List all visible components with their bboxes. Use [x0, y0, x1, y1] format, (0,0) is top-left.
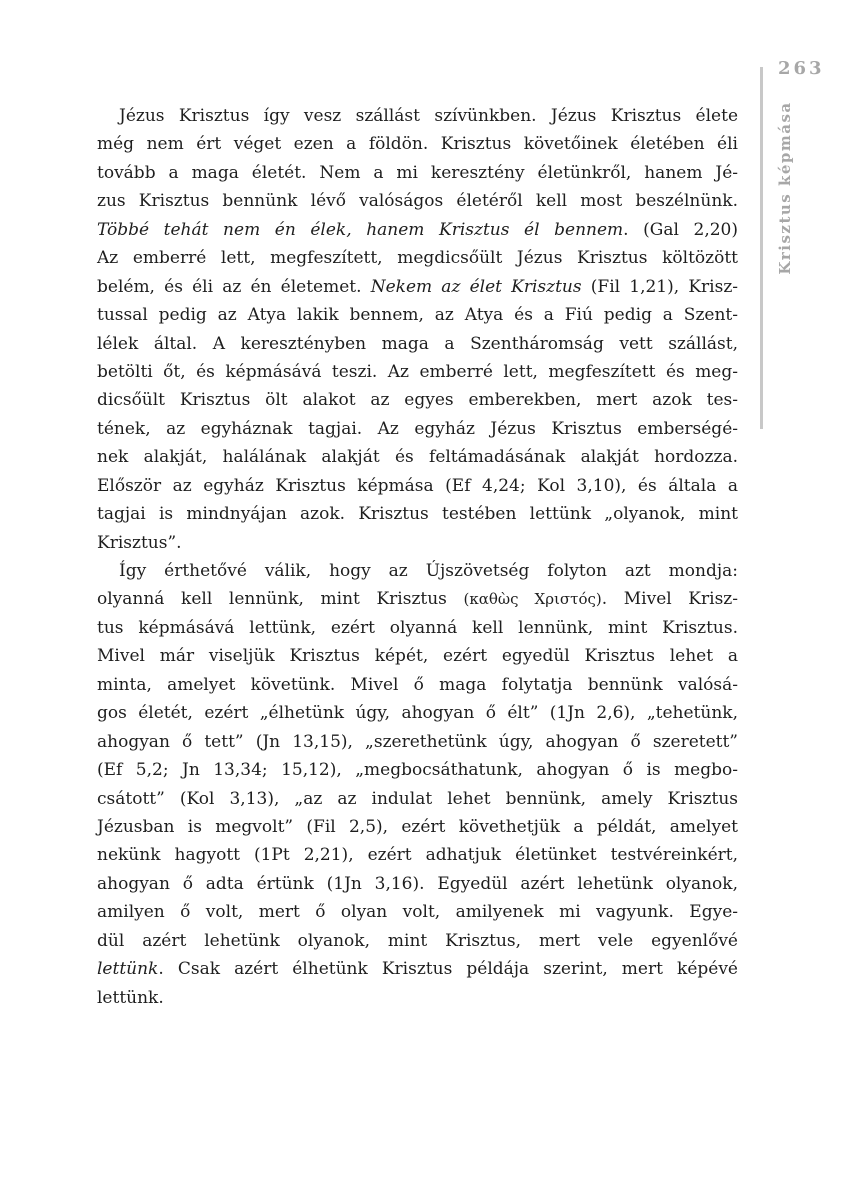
text-segment: zus Krisztus bennünk lévő valóságos életéről kell most beszélnünk. [97, 191, 738, 212]
text-line [97, 671, 738, 699]
text-line [97, 699, 738, 727]
text-segment: dicsőült Krisztus ölt alakot az egyes emberekben, mert azok tes- [97, 390, 738, 411]
text-segment: dül azért lehetünk olyanok, mint Krisztus, mert vele egyenlővé [97, 930, 738, 951]
text-segment: . Csak azért élhetünk Krisztus példája szerint, mert képévé [158, 959, 738, 980]
text-segment: Így érthetővé válik, hogy az Újszövetség folyton azt mondja: [119, 561, 738, 581]
text-segment: (Ef 5,2; Jn 13,34; 15,12), „megbocsáthatunk, ahogyan ő is megbo- [97, 760, 738, 781]
text-segment: nekünk hagyott (1Pt 2,21), ezért adhatjuk életünket testvéreinkért, [97, 845, 738, 866]
text-line [97, 415, 738, 443]
text-segment: ahogyan ő tett” (Jn 13,15), „szerethetünk úgy, ahogyan ő szeretett” [97, 731, 738, 752]
text-line [97, 273, 738, 301]
text-segment: Először az egyház Krisztus képmása (Ef 4,24; Kol 3,10), és általa a [97, 475, 738, 496]
text-segment: olyanná kell lennünk, mint Krisztus [97, 589, 464, 610]
text-line [97, 557, 738, 585]
text-line [97, 216, 738, 244]
page-number: 263 [778, 58, 825, 79]
greek-segment: (καθὼς Χριστός) [463, 590, 602, 609]
text-line [97, 130, 738, 158]
text-segment: . Mivel Krisz- [601, 589, 738, 610]
text-line [97, 841, 738, 869]
text-line [97, 870, 738, 898]
text-line [97, 187, 738, 215]
text-line [97, 159, 738, 187]
text-segment: tagjai is mindnyájan azok. Krisztus testében lettünk „olyanok, mint [97, 504, 738, 525]
text-line [97, 358, 738, 386]
text-line [97, 728, 738, 756]
text-segment: csátott” (Kol 3,13), „az az indulat lehet bennünk, amely Krisztus [97, 788, 738, 809]
text-segment: amilyen ő volt, mert ő olyan volt, amilyenek mi vagyunk. Egye- [97, 902, 738, 923]
text-line [97, 529, 738, 557]
text-segment: . (Gal 2,20) [623, 219, 738, 240]
text-line [97, 386, 738, 414]
text-line [97, 898, 738, 926]
text-segment: belém, és éli az én életemet. [97, 276, 371, 297]
italic-segment: lettünk [97, 959, 159, 980]
text-line [97, 244, 738, 272]
text-segment: még nem ért véget ezen a földön. Krisztus követőinek életében éli [97, 134, 738, 155]
text-line [97, 102, 738, 130]
text-line [97, 585, 738, 613]
text-line [97, 955, 738, 983]
text-line [97, 301, 738, 329]
text-segment: nek alakját, halálának alakját és feltámadásának alakját hordozza. [97, 447, 738, 468]
italic-segment: Többé tehát nem én élek, hanem Krisztus él bennem [97, 219, 624, 240]
text-segment: ahogyan ő adta értünk (1Jn 3,16). Egyedül azért lehetünk olyanok, [97, 873, 738, 894]
text-segment: Krisztus”. [97, 532, 182, 553]
text-line [97, 813, 738, 841]
italic-segment: Nekem az élet Krisztus [370, 276, 582, 297]
text-line [97, 984, 738, 1012]
text-segment: (Fil 1,21), Krisz- [581, 276, 739, 297]
text-segment: Jézusban is megvolt” (Fil 2,5), ezért követhetjük a példát, amelyet [97, 816, 738, 837]
text-line [97, 756, 738, 784]
text-segment: Mivel már viseljük Krisztus képét, ezért egyedül Krisztus lehet a [97, 646, 738, 667]
text-segment: Az emberré lett, megfeszített, megdicsőült Jézus Krisztus költözött [97, 248, 738, 269]
text-segment: tus képmásává lettünk, ezért olyanná kell lennünk, mint Krisztus. [97, 617, 738, 638]
text-segment: betölti őt, és képmásává teszi. Az emberré lett, megfeszített és meg- [97, 361, 738, 382]
text-line [97, 472, 738, 500]
text-segment: lélek által. A keresztényben maga a Szentháromság vett szállást, [97, 333, 738, 354]
text-segment: tének, az egyháznak tagjai. Az egyház Jézus Krisztus emberségé- [97, 418, 738, 439]
text-segment: Jézus Krisztus így vesz szállást szívünkben. Jézus Krisztus élete [119, 106, 738, 126]
text-line [97, 500, 738, 528]
text-segment: tovább a maga életét. Nem a mi keresztény életünkről, hanem Jé- [97, 162, 738, 183]
margin-rule [760, 67, 763, 429]
text-line [97, 642, 738, 670]
text-line [97, 330, 738, 358]
text-line [97, 927, 738, 955]
margin-title: Krisztus képmása [776, 101, 794, 275]
text-line [97, 443, 738, 471]
text-line [97, 785, 738, 813]
body-text [97, 102, 738, 1012]
text-segment: minta, amelyet követünk. Mivel ő maga folytatja bennünk valósá- [97, 674, 738, 695]
text-line [97, 614, 738, 642]
text-segment: gos életét, ezért „élhetünk úgy, ahogyan ő élt” (1Jn 2,6), „tehetünk, [97, 703, 738, 724]
text-segment: tussal pedig az Atya lakik bennem, az Atya és a Fiú pedig a Szent- [97, 305, 738, 326]
text-segment: lettünk. [97, 987, 164, 1008]
